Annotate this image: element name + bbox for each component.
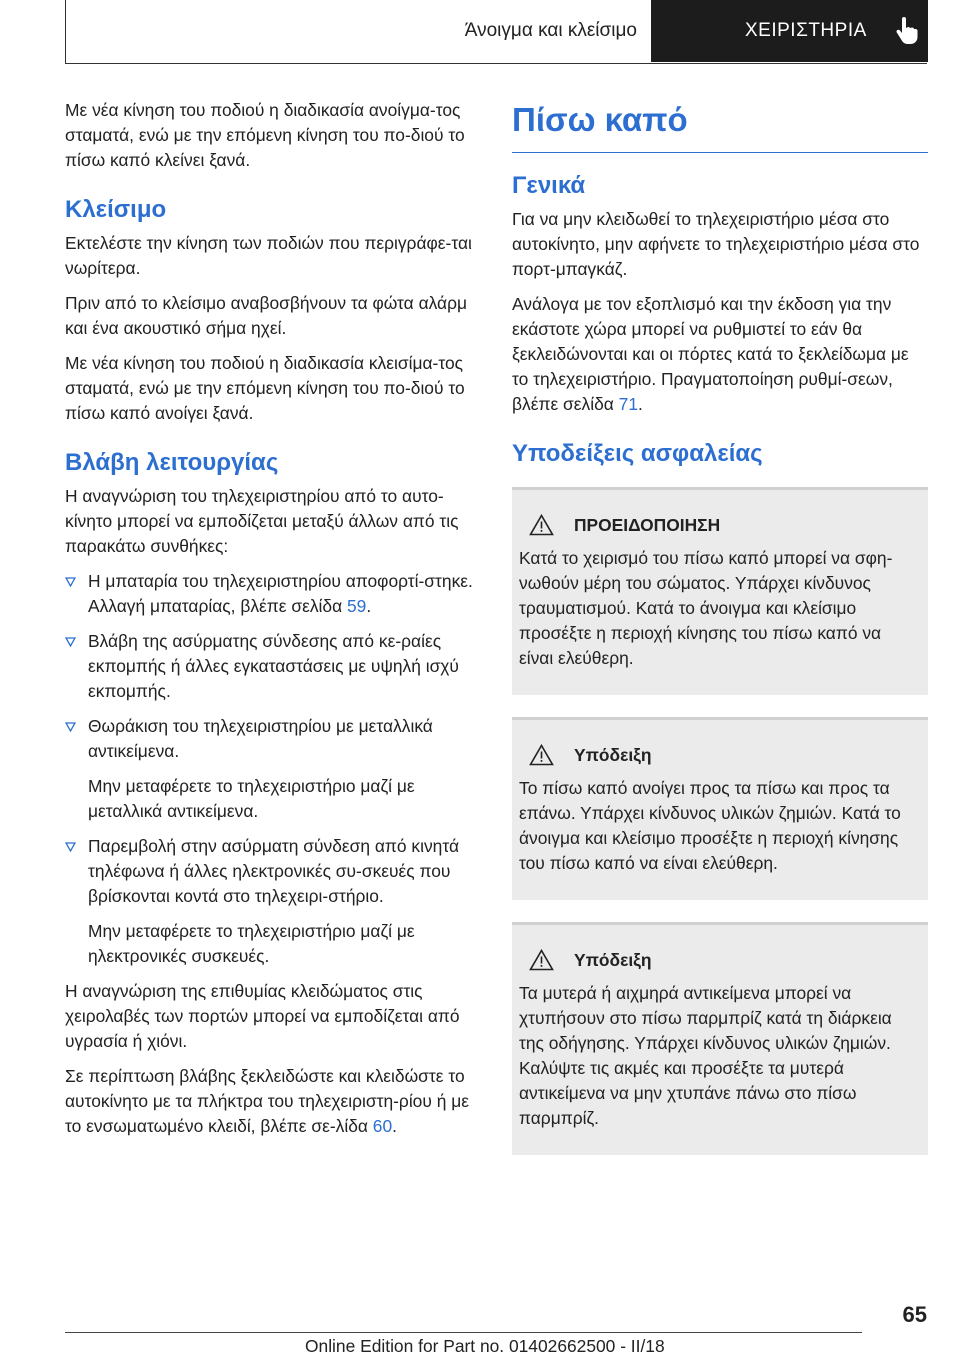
list-item (65, 714, 485, 824)
triangle-bullet-icon (65, 842, 76, 852)
title-rule (512, 152, 928, 153)
general-paragraph-2: Ανάλογα με τον εξοπλισμό και την έκδοση για την εκάστοτε χώρα μπορεί να ρυθμιστεί το εάν θα ξεκλειδώνονται και οι πόρτες κατά το ξεκλείδωμα με το τηλεχειριστήριο. Πραγματοποίηση ρυθμί-σεων, βλέπε σελίδα 71. (512, 294, 909, 414)
intro-paragraph: Με νέα κίνηση του ποδιού η διαδικασία ανοίγμα-τος σταματά, ενώ με την επόμενη κίνηση του πο-διού το πίσω καπό κλείνει ξανά. (65, 100, 465, 170)
notice-box (512, 922, 928, 1155)
list-item (65, 629, 485, 704)
footer-rule (65, 1332, 862, 1333)
right-column (512, 98, 928, 1177)
note-text: Τα μυτερά ή αιχμηρά αντικείμενα μπορεί να χτυπήσουν στο πίσω παρμπρίζ κατά τη διάρκεια της οδήγησης. Υπάρχει κίνδυνος υλικών ζημιών. Καλύψτε τις ακμές και προσέξτε τα μυτερά αντικείμενα να μην χτυπάνε πάνω στο πίσω παρμπρίζ. (519, 983, 892, 1128)
page-header (65, 0, 927, 64)
hand-pointer-icon (896, 17, 918, 45)
fault-conditions-list (65, 569, 485, 969)
chapter-title: ΧΕΙΡΙΣΤΗΡΙΑ (745, 20, 867, 41)
closing-heading: Κλείσιμο (65, 196, 167, 223)
general-heading: Γενικά (512, 172, 586, 199)
page-link-59[interactable]: 59 (346, 596, 367, 616)
list-item (65, 834, 485, 969)
warning-triangle-icon (529, 744, 554, 766)
list-item: Η μπαταρία του τηλεχειριστηρίου αποφορτί-στηκε. Αλλαγή μπαταρίας, βλέπε σελίδα 59. (65, 569, 485, 619)
page-number: 65 (902, 1302, 927, 1327)
note-title: Υπόδειξη (574, 949, 652, 970)
fault-paragraph-3: Σε περίπτωση βλάβης ξεκλειδώστε και κλειδώστε το αυτοκίνητο με τα πλήκτρα του τηλεχειριστη-ρίου ή με το ενσωματωμένο κλειδί, βλέπε σε-λίδα 60. (65, 1066, 469, 1136)
note-title: Υπόδειξη (574, 744, 652, 765)
page-link-60[interactable]: 60 (372, 1116, 393, 1136)
bullet-text: Παρεμβολή στην ασύρματη σύνδεση από κινητά τηλέφωνα ή άλλες ηλεκτρονικές συ-σκευές που βρίσκονται κοντά στο τηλεχειρι-στήριο. (88, 836, 460, 906)
safety-heading: Υποδείξεις ασφαλείας (512, 440, 763, 467)
note-title: ΠΡΟΕΙΔΟΠΟΙΗΣΗ (574, 514, 721, 535)
general-paragraph-1: Για να μην κλειδωθεί το τηλεχειριστήριο μέσα στο αυτοκίνητο, μην αφήνετε το τηλεχειριστήριο μέσα στο πορτ-μπαγκάζ. (512, 209, 920, 279)
section-title: Άνοιγμα και κλείσιμο (464, 20, 637, 41)
triangle-bullet-icon (65, 722, 76, 732)
bullet-text: Βλάβη της ασύρματης σύνδεσης από κε-ραίες εκπομπής ή άλλες εγκαταστάσεις με υψηλή ισχύ εκπομπής. (88, 631, 459, 701)
bullet-extra-text: Μην μεταφέρετε το τηλεχειριστήριο μαζί με ηλεκτρονικές συσκευές. (88, 921, 415, 966)
bullet-text: Θωράκιση του τηλεχειριστηρίου με μεταλλικά αντικείμενα. (88, 716, 433, 761)
triangle-bullet-icon (65, 637, 76, 647)
warning-triangle-icon (529, 514, 554, 536)
note-text: Το πίσω καπό ανοίγει προς τα πίσω και προς τα επάνω. Υπάρχει κίνδυνος υλικών ζημιών. Κατά το άνοιγμα και κλείσιμο προσέξτε η περιοχή κίνησης του πίσω καπό να είναι ελεύθερη. (519, 778, 901, 873)
bullet-text: Η μπαταρία του τηλεχειριστηρίου αποφορτί-στηκε. Αλλαγή μπαταρίας, βλέπε σελίδα (88, 571, 473, 616)
fault-intro: Η αναγνώριση του τηλεχειριστηρίου από το αυτο-κίνητο μπορεί να εμποδίζεται μεταξύ άλλων από τις παρακάτω συνθήκες: (65, 486, 459, 556)
left-column (65, 98, 485, 1149)
footer-edition: Online Edition for Part no. 01402662500 - II/18 (305, 1336, 665, 1356)
bullet-extra-text: Μην μεταφέρετε το τηλεχειριστήριο μαζί με μεταλλικά αντικείμενα. (88, 776, 415, 821)
closing-paragraph-3: Με νέα κίνηση του ποδιού η διαδικασία κλεισίμα-τος σταματά, ενώ με την επόμενη κίνηση του πο-διού το πίσω καπό ανοίγει ξανά. (65, 353, 465, 423)
warning-triangle-icon (529, 949, 554, 971)
page-title: Πίσω καπό (512, 101, 688, 138)
notice-box (512, 717, 928, 900)
fault-paragraph-2: Η αναγνώριση της επιθυμίας κλειδώματος στις χειρολαβές των πορτών μπορεί να εμποδίζεται από υγρασία ή χιόνι. (65, 981, 460, 1051)
closing-paragraph-1: Εκτελέστε την κίνηση των ποδιών που περιγράφε-ται νωρίτερα. (65, 233, 472, 278)
warning-box (512, 487, 928, 695)
page-link-71[interactable]: 71 (618, 394, 638, 414)
fault-heading: Βλάβη λειτουργίας (65, 449, 279, 476)
closing-paragraph-2: Πριν από το κλείσιμο αναβοσβήνουν τα φώτα αλάρμ και ένα ακουστικό σήμα ηχεί. (65, 293, 468, 338)
note-text: Κατά το χειρισμό του πίσω καπό μπορεί να σφη-νωθούν μέρη του σώματος. Υπάρχει κίνδυνος τραυματισμού. Κατά το άνοιγμα και κλείσιμο προσέξτε η περιοχή κίνησης του πίσω καπό να είναι ελεύθερη. (519, 548, 893, 668)
chapter-tab[interactable] (651, 0, 928, 62)
triangle-bullet-icon (65, 577, 76, 587)
